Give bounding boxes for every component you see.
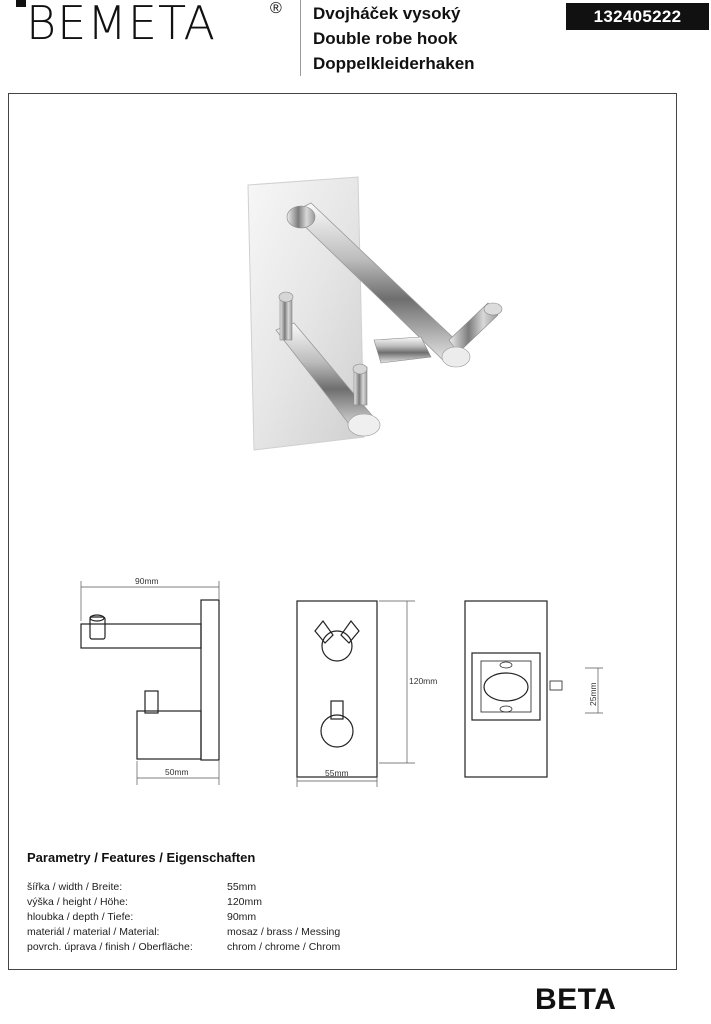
title-de: Doppelkleiderhaken xyxy=(313,54,475,73)
feature-value: 90mm xyxy=(227,911,257,923)
product-photo xyxy=(236,175,526,465)
feature-row xyxy=(27,880,340,895)
feature-value: mosaz / brass / Messing xyxy=(227,926,341,938)
feature-value: chrom / chrome / Chrom xyxy=(227,941,341,953)
logo-bar xyxy=(16,0,26,7)
feature-label: výška / height / Höhe: xyxy=(27,896,128,908)
side-view xyxy=(81,600,219,760)
series-name: BETA xyxy=(535,983,617,1016)
technical-drawings xyxy=(65,573,625,795)
feature-value: 55mm xyxy=(227,881,257,893)
back-view xyxy=(465,601,562,777)
registered-mark: ® xyxy=(270,0,282,17)
front-view xyxy=(297,601,377,777)
feature-label: šířka / width / Breite: xyxy=(27,881,123,893)
feature-label: materiál / material / Material: xyxy=(27,926,160,938)
dim-depth-bottom: 50mm xyxy=(165,767,189,777)
lower-arm-end xyxy=(348,414,380,436)
dim-depth-top: 90mm xyxy=(135,576,159,586)
feature-row xyxy=(27,940,340,955)
dim-mount: 25mm xyxy=(588,682,598,706)
dim-height: 120mm xyxy=(409,676,438,686)
title-en: Double robe hook xyxy=(313,29,458,48)
feature-label: povrch. úprava / finish / Oberfläche: xyxy=(27,941,193,953)
feature-value: 120mm xyxy=(227,896,263,908)
feature-row xyxy=(27,925,340,940)
product-code: 132405222 xyxy=(566,3,709,30)
feature-label: hloubka / depth / Tiefe: xyxy=(27,911,134,923)
product-titles xyxy=(313,1,475,76)
title-cs: Dvojháček vysoký xyxy=(313,4,461,23)
features-heading: Parametry / Features / Eigenschaften xyxy=(27,850,256,865)
feature-row xyxy=(27,910,340,925)
upper-arm-end xyxy=(442,347,470,367)
brand-logo xyxy=(8,0,293,52)
title-divider xyxy=(300,0,301,76)
features-table xyxy=(27,880,340,955)
feature-row xyxy=(27,895,340,910)
brand-name: BEMETA xyxy=(26,0,216,50)
upper-arm-collar xyxy=(287,206,315,228)
dim-width: 55mm xyxy=(325,768,349,778)
